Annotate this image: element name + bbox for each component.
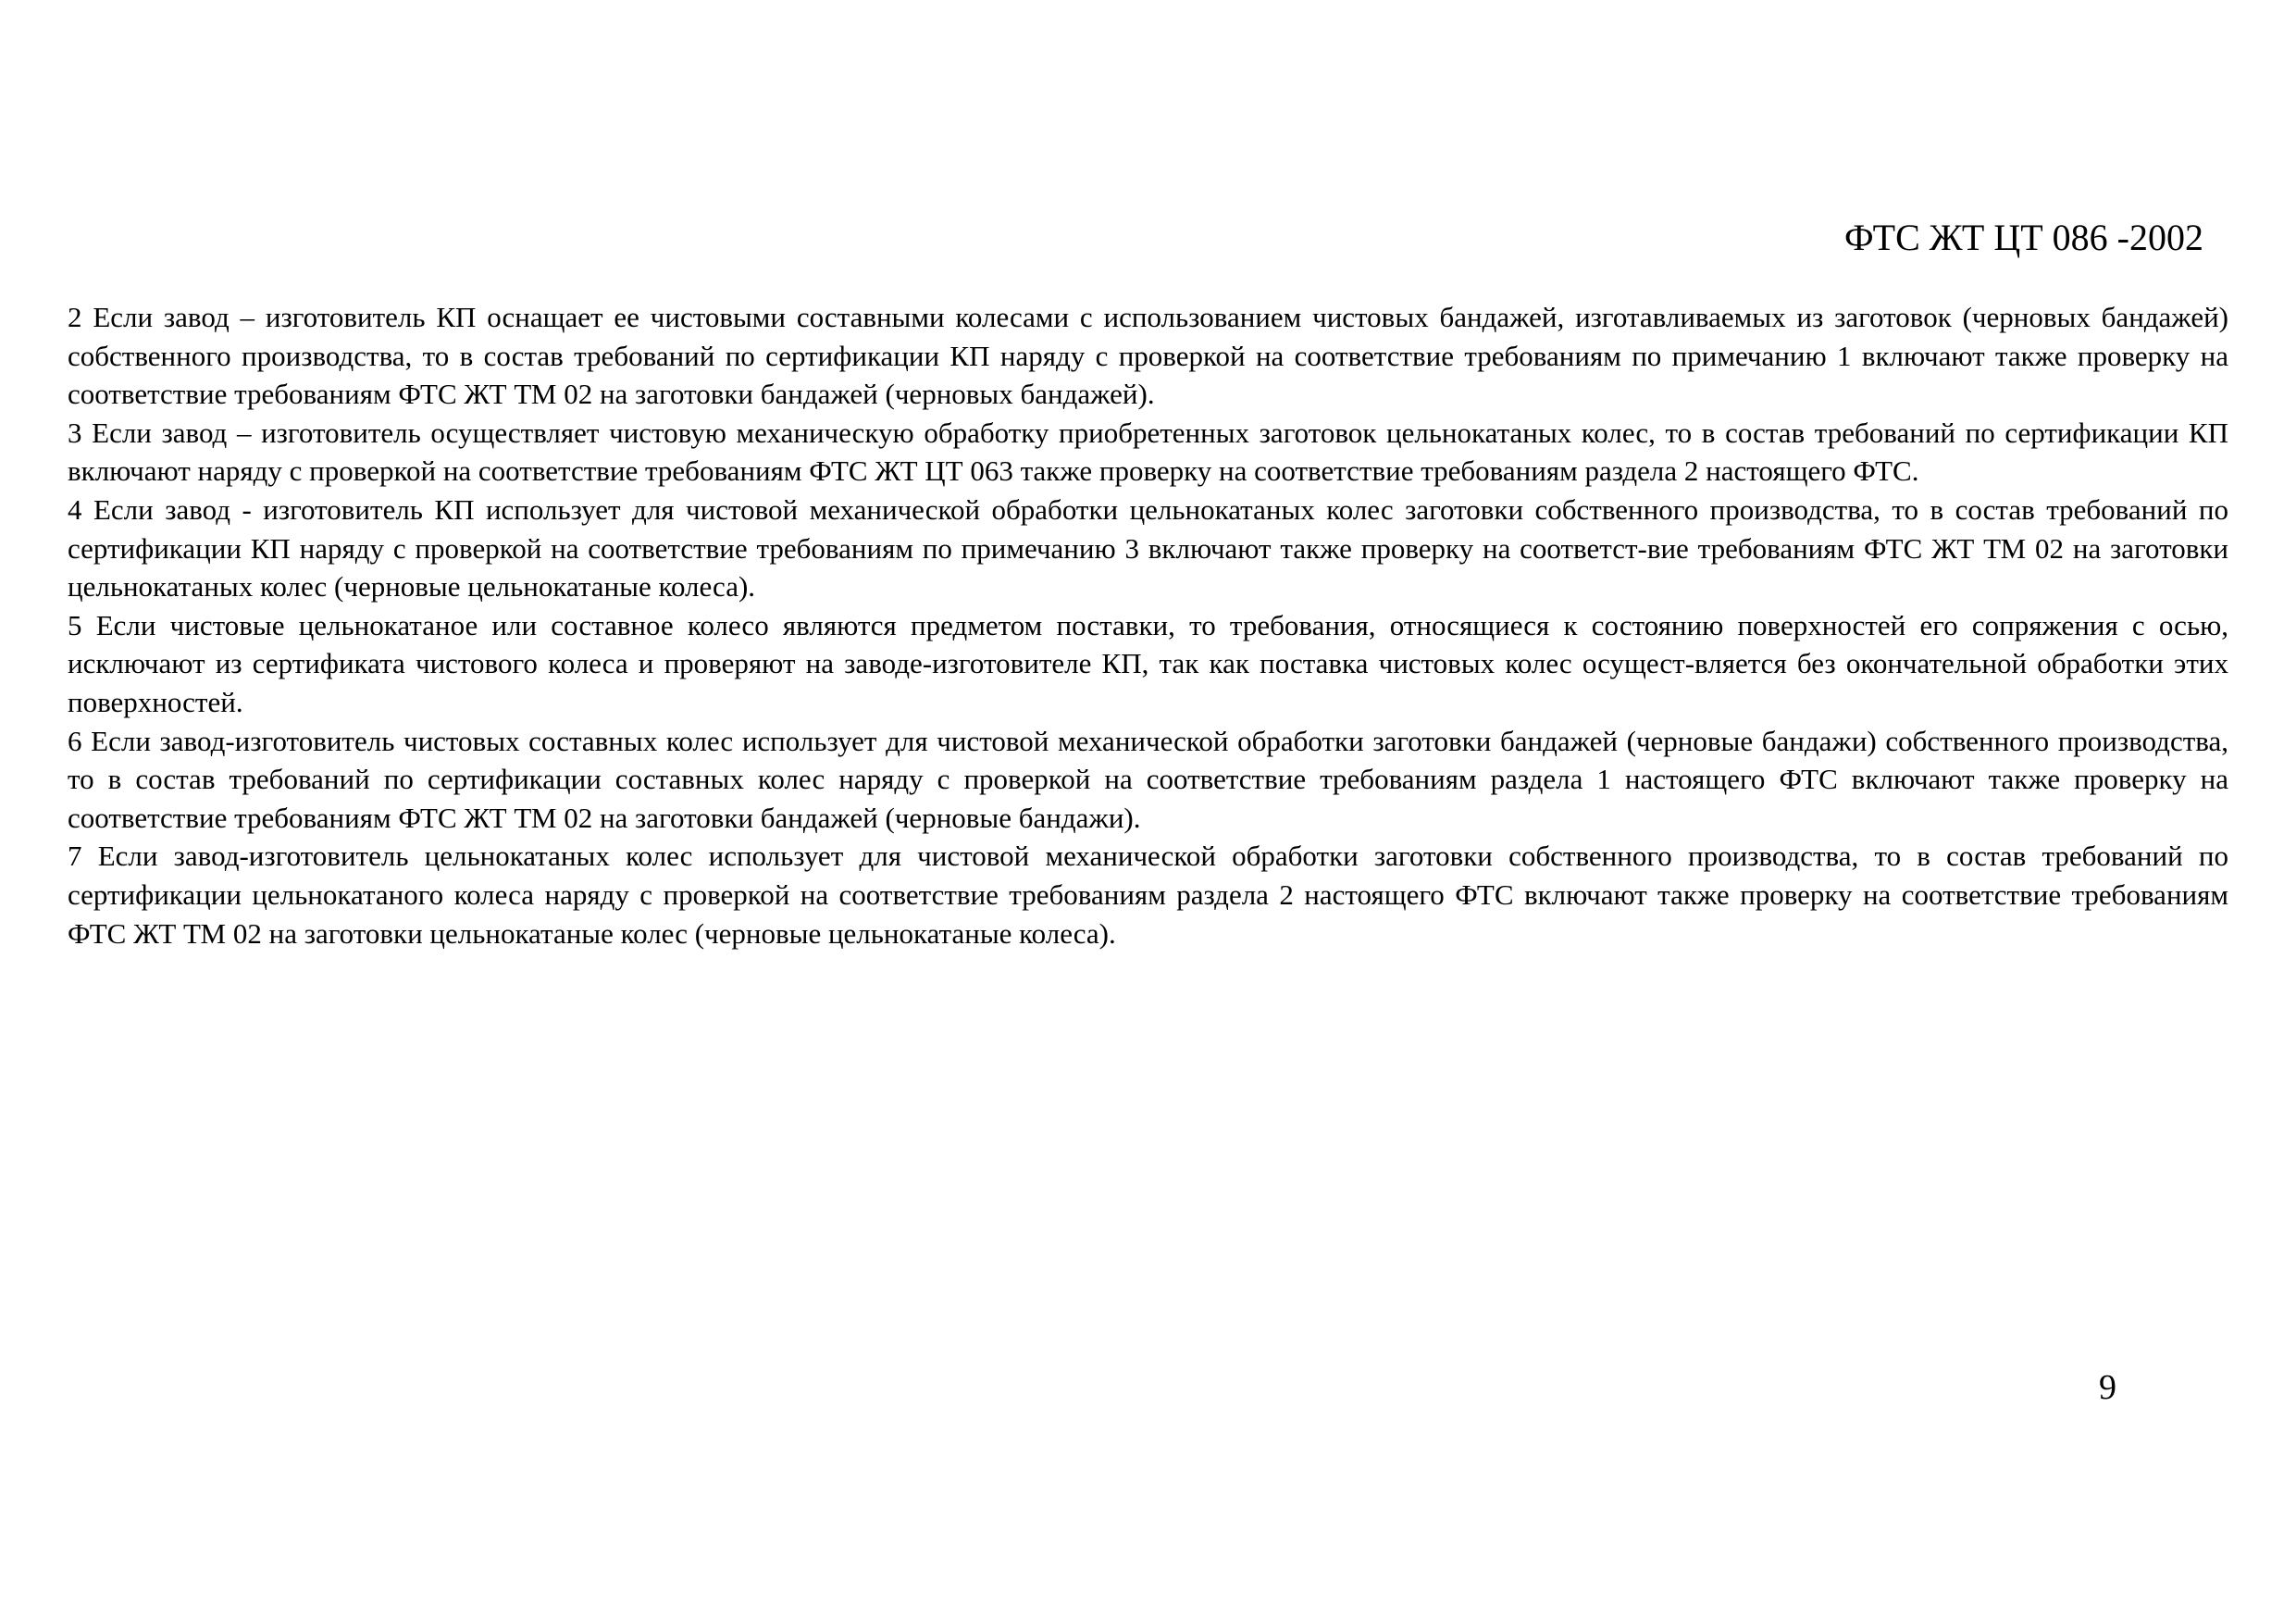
note-6: 6 Если завод-изготовитель чистовых составных колес использует для чистовой механической обработки заготовки бандажей (черновые бандажи) собственного производства, то в состав требований по сертификации составных колес наряду с проверкой на соответствие требованиям раздела 1 настоящего ФТС включают также проверку на соответствие требованиям ФТС ЖТ ТМ 02 на заготовки бандажей (черновые бандажи). — [68, 724, 2228, 834]
notes-block — [68, 298, 2228, 952]
note-2: 2 Если завод – изготовитель КП оснащает ее чистовыми составными колесами с использованием чистовых бандажей, изготавливаемых из заготовок (черновых бандажей) собственного производства, то в состав требований по сертификации КП наряду с проверкой на соответствие требованиям по примечанию 1 включают также проверку на соответствие требованиям ФТС ЖТ ТМ 02 на заготовки бандажей (черновых бандажей). — [68, 301, 2228, 411]
note-5: 5 Если чистовые цельнокатаное или составное колесо являются предметом поставки, то требования, относящиеся к состоянию поверхностей его сопряжения с осью, исключают из сертификата чистового колеса и проверяют на заводе-изготовителе КП, так как поставка чистовых колес осущест-вляется без окончательной обработки этих поверхностей. — [68, 608, 2228, 718]
note-4: 4 Если завод - изготовитель КП использует для чистовой механической обработки цельнокатаных колес заготовки собственного производства, то в состав требований по сертификации КП наряду с проверкой на соответствие требованиям по примечанию 3 включают также проверку на соответст-вие требованиям ФТС ЖТ ТМ 02 на заготовки цельнокатаных колес (черновые цельнокатаные колеса). — [68, 492, 2228, 604]
note-7: 7 Если завод-изготовитель цельнокатаных колес использует для чистовой механической обработки заготовки собственного производства, то в состав требований по сертификации цельнокатаного колеса наряду с проверкой на соответствие требованиям раздела 2 настоящего ФТС включают также проверку на соответствие требованиям ФТС ЖТ ТМ 02 на заготовки цельнокатаные колес (черновые цельнокатаные колеса). — [68, 840, 2228, 950]
note-3: 3 Если завод – изготовитель осуществляет чистовую механическую обработку приобретенных заготовок цельнокатаных колес, то в состав требований по сертификации КП включают наряду с проверкой на соответствие требованиям ФТС ЖТ ЦТ 063 также проверку на соответствие требованиям раздела 2 настоящего ФТС. — [68, 416, 2228, 488]
document-code: ФТС ЖТ ЦТ 086 -2002 — [1844, 217, 2203, 258]
page-number: 9 — [2099, 1368, 2116, 1407]
